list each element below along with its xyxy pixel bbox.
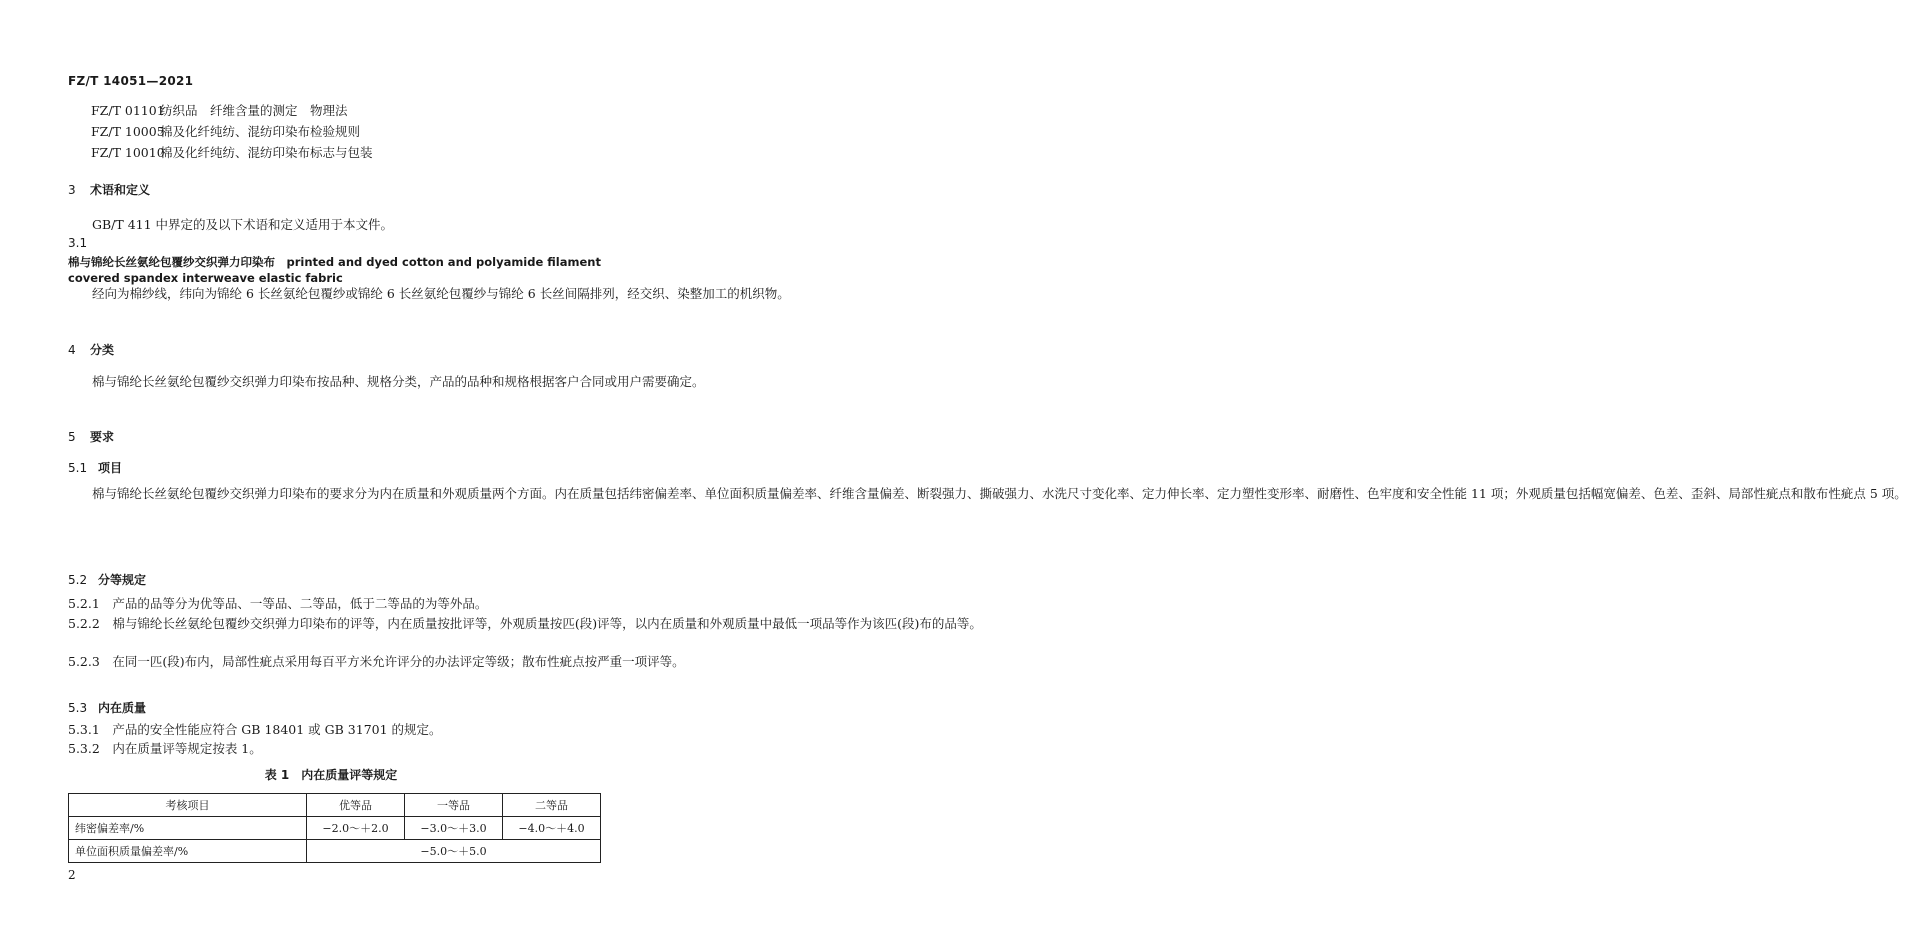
clause-text: 在同一匹(段)布内，局部性疵点采用每百平方米允许评分的办法评定等级；散布性疵点按严重一项评等。 (112, 654, 685, 669)
table-cell: −3.0～＋3.0 (405, 817, 503, 840)
table-cell: 单位面积质量偏差率/% (69, 840, 307, 863)
section-number: 5.2 (68, 573, 88, 587)
clause-number: 5.2.2 (68, 616, 100, 631)
section-5-3-heading (68, 699, 146, 716)
paragraph-text: 棉与锦纶长丝氨纶包覆纱交织弹力印染布的要求分为内在质量和外观质量两个方面。内在质量包括纬密偏差率、单位面积质量偏差率、纤维含量偏差、断裂强力、撕破强力、水洗尺寸变化率、定力伸长率、定力塑性变形率、耐磨性、色牢度和安全性能 11 项；外观质量包括幅宽偏差、色差、歪斜、局部性疵点和散布性疵点 5 项。 (92, 486, 1907, 501)
table-header-cell: 优等品 (307, 794, 405, 817)
reference-code: FZ/T 10010 (91, 145, 165, 160)
section-title: 术语和定义 (90, 183, 151, 197)
table-caption: 表 1 内在质量评等规定 (264, 768, 398, 782)
reference-code: FZ/T 01101 (91, 103, 165, 118)
section-title: 项目 (98, 461, 123, 475)
clause-number: 5.2.1 (68, 596, 100, 611)
table-header-cell: 考核项目 (69, 794, 307, 817)
quality-table (68, 793, 601, 863)
section-4-body (68, 372, 705, 392)
clause-text: 产品的品等分为优等品、一等品、二等品，低于二等品的为等外品。 (112, 596, 488, 611)
term-title-line-2: covered spandex interweave elastic fabric (68, 271, 343, 285)
clause-5-2-1 (68, 594, 598, 614)
section-3-heading (68, 181, 150, 198)
table-cell: −5.0～＋5.0 (307, 840, 601, 863)
section-5-2-heading (68, 571, 146, 588)
section-number: 5.1 (68, 461, 88, 475)
clause-number: 5.3.1 (68, 722, 100, 737)
reference-item (91, 143, 373, 161)
section-number: 5 (68, 430, 76, 444)
section-title: 要求 (90, 430, 115, 444)
clause-5-3-1 (68, 720, 598, 740)
reference-title: 纺织品 纤维含量的测定 物理法 (160, 103, 348, 118)
definition-text: 经向为棉纱线，纬向为锦纶 6 长丝氨纶包覆纱或锦纶 6 长丝氨纶包覆纱与锦纶 6 长丝间隔排列，经交织、染整加工的机织物。 (92, 286, 790, 301)
table-header-row (69, 794, 601, 817)
section-number: 4 (68, 343, 76, 357)
table-cell: −4.0～＋4.0 (503, 817, 601, 840)
section-3-intro: GB/T 411 中界定的及以下术语和定义适用于本文件。 (92, 217, 394, 232)
clause-5-2-3 (68, 652, 685, 672)
clause-5-2-2 (68, 614, 982, 634)
paragraph-text: 棉与锦纶长丝氨纶包覆纱交织弹力印染布按品种、规格分类，产品的品种和规格根据客户合同或用户需要确定。 (92, 374, 705, 389)
section-number: 5.3 (68, 701, 88, 715)
table-header-cell: 一等品 (405, 794, 503, 817)
table-row (69, 817, 601, 840)
section-title: 分类 (90, 343, 115, 357)
term-definition (68, 284, 790, 304)
table-row (69, 840, 601, 863)
clause-text: 棉与锦纶长丝氨纶包覆纱交织弹力印染布的评等，内在质量按批评等，外观质量按匹(段)评等，以内在质量和外观质量中最低一项品等作为该匹(段)布的品等。 (112, 616, 982, 631)
standard-code-header: FZ/T 14051—2021 (68, 74, 194, 88)
section-5-1-heading (68, 459, 122, 476)
reference-title: 棉及化纤纯纺、混纺印染布检验规则 (160, 124, 361, 139)
reference-item (91, 101, 348, 119)
clause-number: 5.2.3 (68, 654, 100, 669)
clause-5-3-2 (68, 739, 598, 759)
clause-text: 产品的安全性能应符合 GB 18401 或 GB 31701 的规定。 (112, 722, 442, 737)
section-5-1-body (68, 484, 1907, 504)
section-number: 3 (68, 183, 76, 197)
section-title: 内在质量 (98, 701, 147, 715)
reference-code: FZ/T 10005 (91, 124, 165, 139)
section-title: 分等规定 (98, 573, 147, 587)
table-cell: −2.0～＋2.0 (307, 817, 405, 840)
section-4-heading (68, 341, 114, 358)
table-header-cell: 二等品 (503, 794, 601, 817)
term-number: 3.1 (68, 236, 88, 250)
section-5-heading (68, 428, 114, 445)
clause-number: 5.3.2 (68, 741, 100, 756)
reference-item (91, 122, 360, 140)
term-title-line-1: 棉与锦纶长丝氨纶包覆纱交织弹力印染布 printed and dyed cotton and polyamide filament (68, 255, 601, 269)
page-number: 2 (68, 868, 76, 882)
table-cell: 纬密偏差率/% (69, 817, 307, 840)
reference-title: 棉及化纤纯纺、混纺印染布标志与包装 (160, 145, 373, 160)
clause-text: 内在质量评等规定按表 1。 (112, 741, 262, 756)
